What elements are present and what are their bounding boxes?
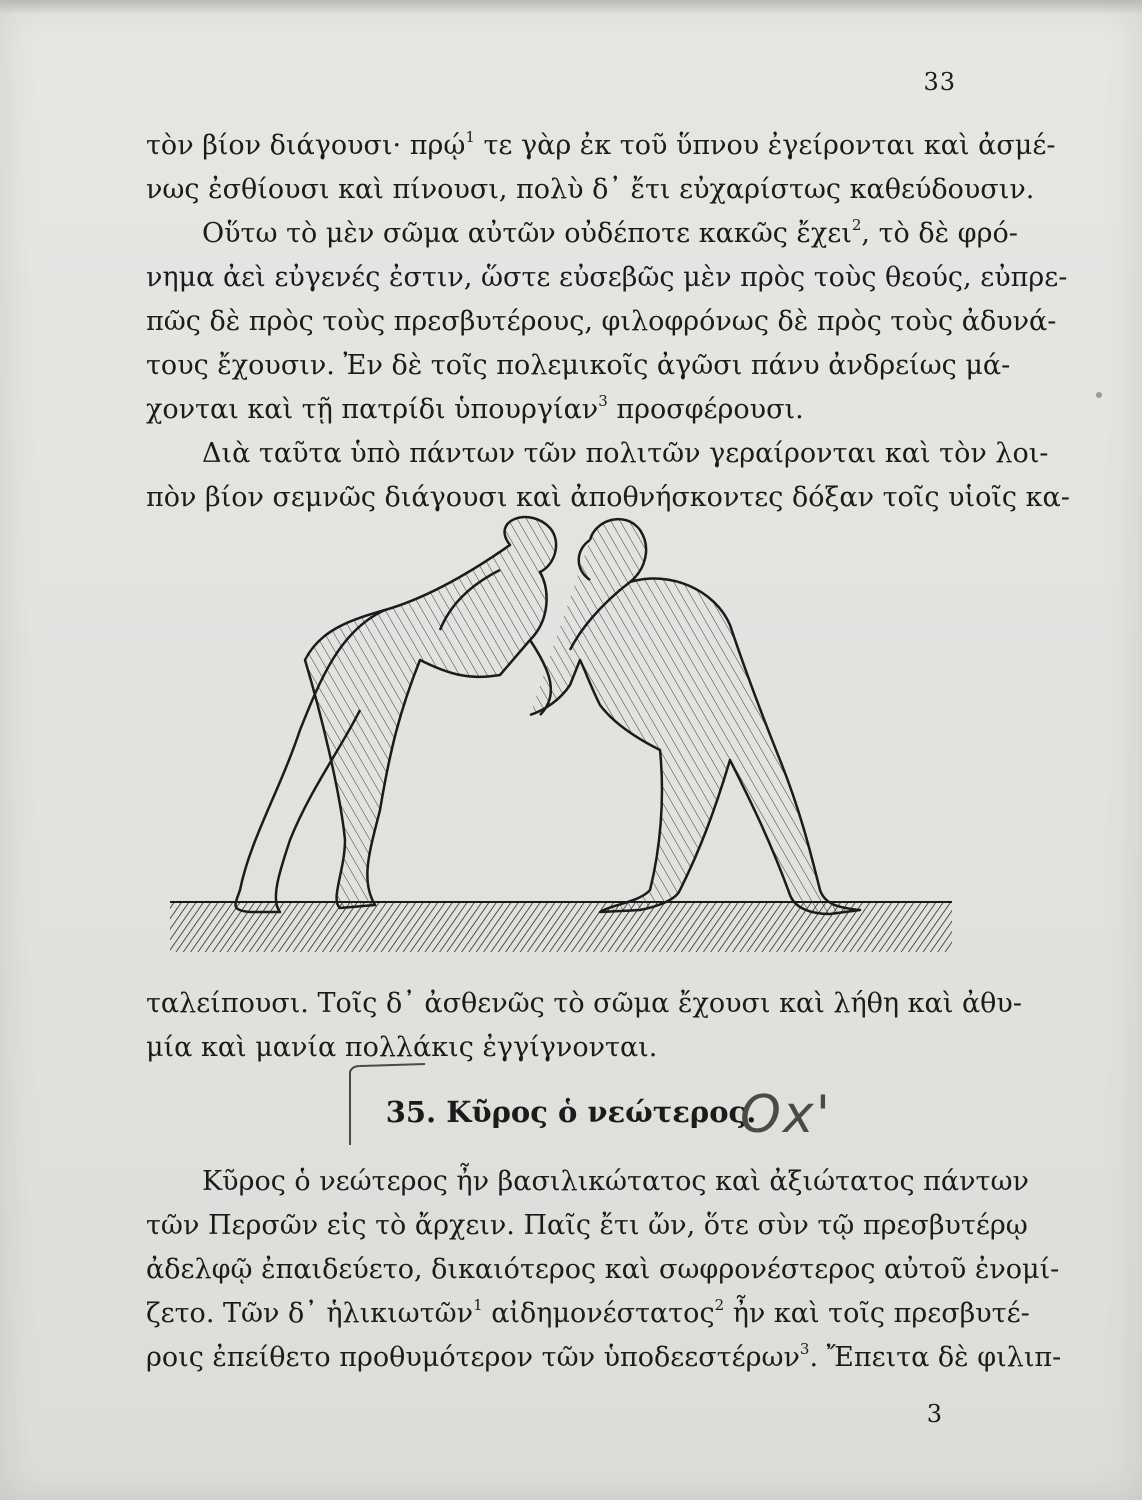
- text-line: τὸν βίον διάγουσι· πρῴ$^1$ τε γὰρ ἐκ τοῦ ὕπνου ἐγείρονται καὶ ἀσμέ-: [146, 128, 1056, 161]
- text-line: Οὕτω τὸ μὲν σῶμα αὐτῶν οὐδέποτε κακῶς ἔχει$^2$, τὸ δὲ φρό-: [202, 216, 1018, 249]
- signature-number: 3: [926, 1400, 942, 1428]
- page-top-edge: [0, 0, 1142, 14]
- text-line: μία καὶ μανία πολλάκις ἐγγίγνονται.: [146, 1032, 658, 1063]
- text-line: ταλείπουσι. Τοῖς δ᾽ ἀσθενῶς τὸ σῶμα ἔχουσι καὶ λήθη καὶ ἀθυ-: [146, 988, 1022, 1019]
- text-line: νημα ἀεὶ εὐγενές ἐστιν, ὥστε εὐσεβῶς μὲν πρὸς τοὺς θεούς, εὐπρε-: [146, 262, 1068, 293]
- text-line: ροις ἐπείθετο προθυμότερον τῶν ὑποδεεστέρων$^3$. Ἔπειτα δὲ φιλιπ-: [146, 1340, 1062, 1373]
- paper-speck: [1096, 392, 1102, 398]
- paragraph-1: [146, 124, 1070, 520]
- footnote-marker: 3: [598, 392, 608, 410]
- text-line: νως ἐσθίουσι καὶ πίνουσι, πολὺ δ᾽ ἔτι εὐχαρίστως καθεύδουσιν.: [146, 174, 1035, 205]
- text-line: ἀδελφῷ ἐπαιδεύετο, δικαιότερος καὶ σωφρονέστερος αὐτοῦ ἐνομί-: [146, 1254, 1060, 1285]
- text-line: τῶν Περσῶν εἰς τὸ ἄρχειν. Παῖς ἔτι ὤν, ὅτε σὺν τῷ πρεσβυτέρῳ: [146, 1210, 1028, 1241]
- paragraph-3: [146, 1160, 1062, 1380]
- text-line: Διὰ ταῦτα ὑπὸ πάντων τῶν πολιτῶν γεραίρονται καὶ τὸν λοι-: [202, 438, 1049, 469]
- paragraph-2: [146, 982, 1022, 1070]
- text-line: Κῦρος ὁ νεώτερος ἦν βασιλικώτατος καὶ ἀξιώτατος πάντων: [202, 1166, 1029, 1197]
- pencil-annotation: Ox': [740, 1085, 832, 1145]
- footnote-marker: 2: [851, 216, 862, 234]
- footnote-marker: 3: [799, 1340, 810, 1358]
- left-wrestler: [236, 517, 557, 912]
- footnote-marker: 1: [465, 128, 475, 146]
- footnote-marker: 2: [714, 1296, 725, 1314]
- text-line: χονται καὶ τῇ πατρίδι ὑπουργίαν$^3$ προσφέρουσι.: [146, 392, 804, 425]
- text-line: τους ἔχουσιν. Ἐν δὲ τοῖς πολεμικοῖς ἀγῶσι πάνυ ἀνδρείως μά-: [146, 350, 1011, 381]
- right-wrestler: [530, 519, 860, 914]
- wrestlers-illustration: [170, 510, 960, 970]
- page-number: 33: [923, 68, 956, 96]
- text-line: ζετο. Τῶν δ᾽ ἡλικιωτῶν$^1$ αἰδημονέστατος$^2$ ἦν καὶ τοῖς πρεσβυτέ-: [146, 1296, 1030, 1329]
- text-line: πῶς δὲ πρὸς τοὺς πρεσβυτέρους, φιλοφρόνως δὲ πρὸς τοὺς ἀδυνά-: [146, 306, 1057, 337]
- section-heading: 35. Κῦρος ὁ νεώτερος.: [385, 1095, 757, 1129]
- footnote-marker: 1: [473, 1296, 483, 1314]
- text-line: πὸν βίον σεμνῶς διάγουσι καὶ ἀποθνήσκοντες δόξαν τοῖς υἱοῖς κα-: [146, 482, 1070, 513]
